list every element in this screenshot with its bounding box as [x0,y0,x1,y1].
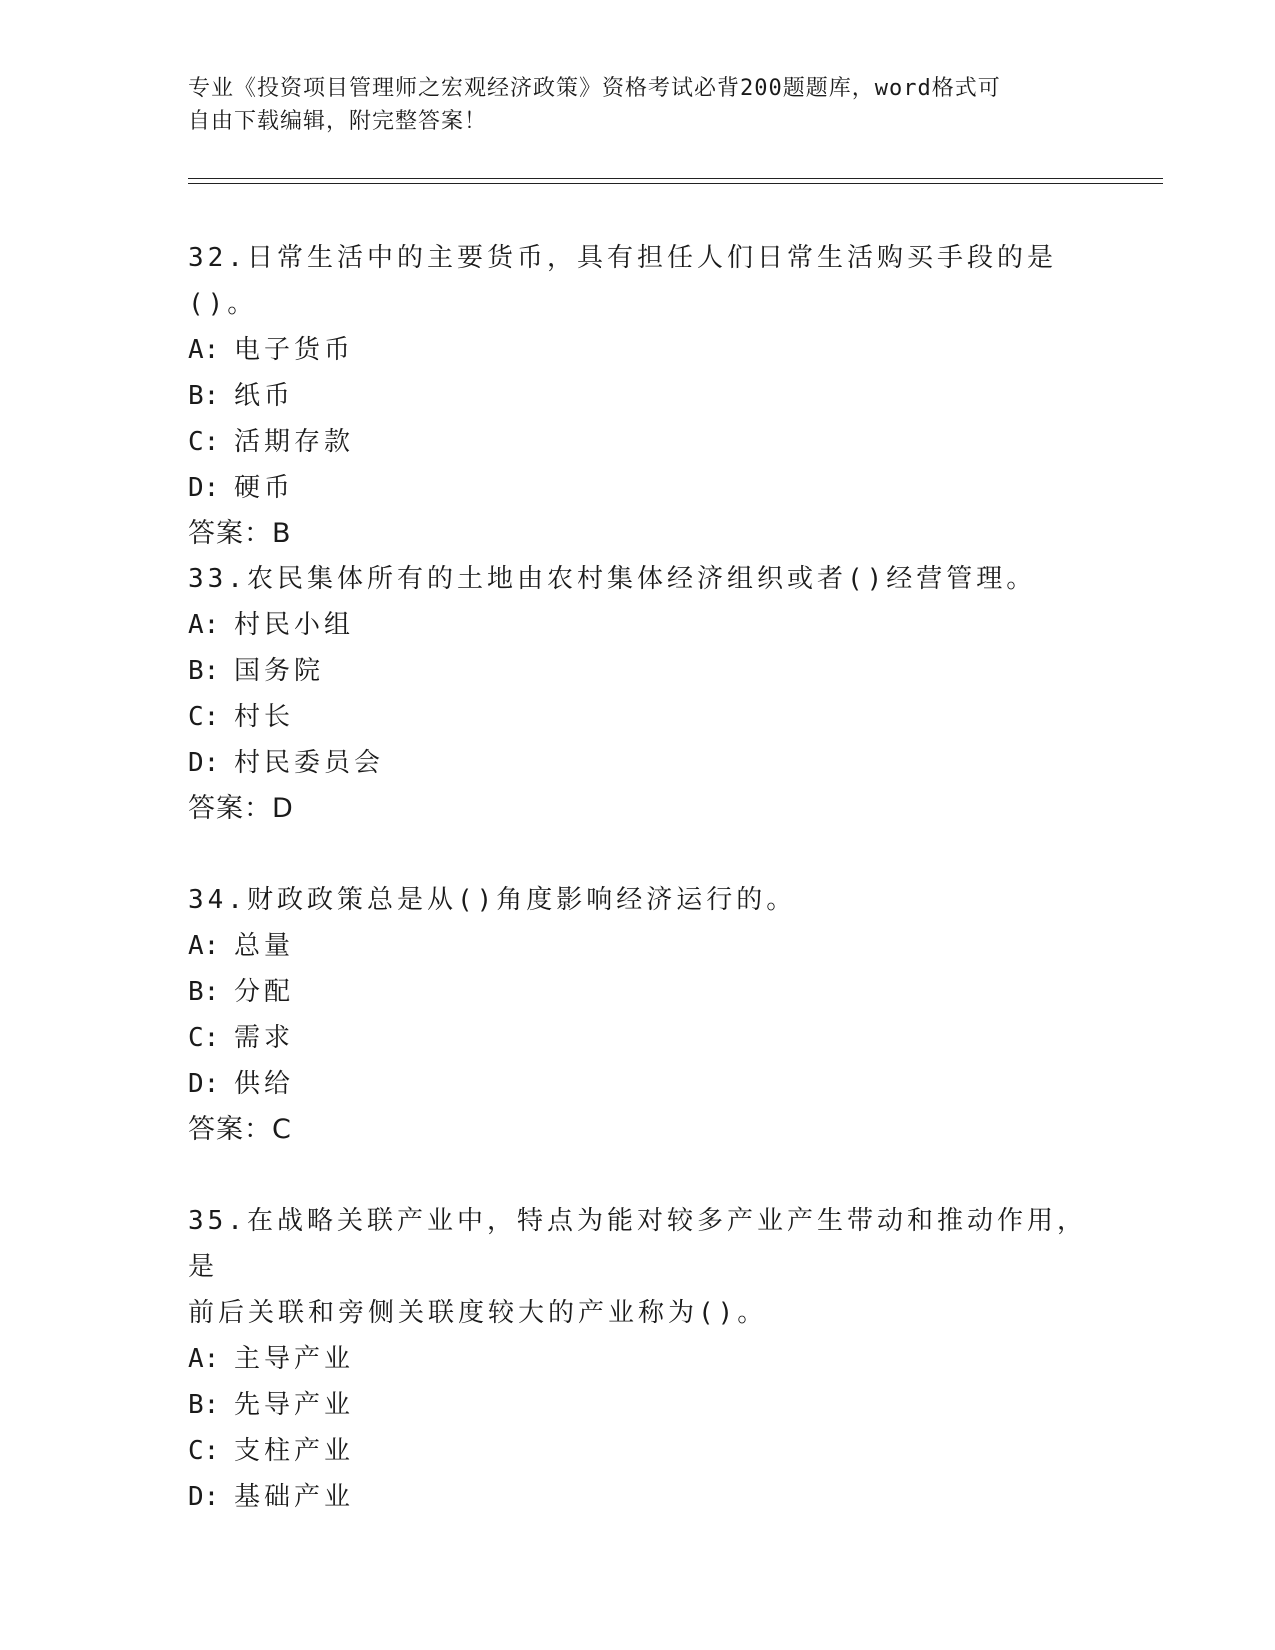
option-a [188,923,1088,969]
option-text: 电子货币 [234,335,355,365]
answer-line: 答案：B [188,518,292,549]
option-key: A: [188,931,220,961]
question-32 [188,235,1088,557]
option-text: 基础产业 [234,1482,355,1512]
option-a [188,602,1088,648]
question-33 [188,556,1088,832]
option-c [188,419,1088,465]
answer-line: 答案：D [188,793,294,824]
question-34 [188,877,1088,1153]
option-text: 活期存款 [234,427,355,457]
question-35 [188,1198,1088,1520]
option-text: 村民委员会 [234,748,385,778]
option-d [188,1061,1088,1107]
header-line-2: 自由下载编辑，附完整答案！ [188,109,488,134]
option-text: 纸币 [234,381,295,411]
question-stem: 34.财政政策总是从()角度影响经济运行的。 [188,885,797,915]
option-text: 支柱产业 [234,1436,355,1466]
question-stem: 35.在战略关联产业中，特点为能对较多产业产生带动和推动作用，是 [188,1206,1087,1282]
answer-line: 答案：C [188,1114,292,1145]
option-d [188,1474,1088,1520]
question-stem: 32.日常生活中的主要货币，具有担任人们日常生活购买手段的是()。 [188,243,1057,319]
option-key: B: [188,977,220,1007]
question-stem-continued: 前后关联和旁侧关联度较大的产业称为()。 [188,1298,768,1328]
option-text: 主导产业 [234,1344,355,1374]
header-line-1: 专业《投资项目管理师之宏观经济政策》资格考试必背200题题库，word格式可 [188,76,1001,101]
option-c [188,1015,1088,1061]
option-text: 分配 [234,977,295,1007]
option-key: D: [188,473,220,503]
header-divider-bottom [188,183,1163,184]
option-key: C: [188,1436,220,1466]
option-key: D: [188,748,220,778]
document-header [188,72,1068,138]
option-key: B: [188,1390,220,1420]
option-key: B: [188,656,220,686]
option-text: 先导产业 [234,1390,355,1420]
header-divider-top [188,178,1163,179]
option-b [188,969,1088,1015]
option-text: 硬币 [234,473,295,503]
question-stem: 33.农民集体所有的土地由农村集体经济组织或者()经营管理。 [188,564,1037,594]
option-key: B: [188,381,220,411]
option-key: D: [188,1482,220,1512]
option-d [188,740,1088,786]
option-key: C: [188,1023,220,1053]
option-b [188,373,1088,419]
option-key: C: [188,427,220,457]
option-d [188,465,1088,511]
option-b [188,1382,1088,1428]
option-c [188,694,1088,740]
option-key: D: [188,1069,220,1099]
option-text: 国务院 [234,656,325,686]
option-text: 总量 [234,931,295,961]
option-c [188,1428,1088,1474]
option-key: A: [188,335,220,365]
option-key: C: [188,702,220,732]
option-text: 需求 [234,1023,295,1053]
option-text: 村民小组 [234,610,355,640]
option-b [188,648,1088,694]
option-a [188,327,1088,373]
option-key: A: [188,1344,220,1374]
option-a [188,1336,1088,1382]
option-text: 供给 [234,1069,295,1099]
option-key: A: [188,610,220,640]
option-text: 村长 [234,702,295,732]
